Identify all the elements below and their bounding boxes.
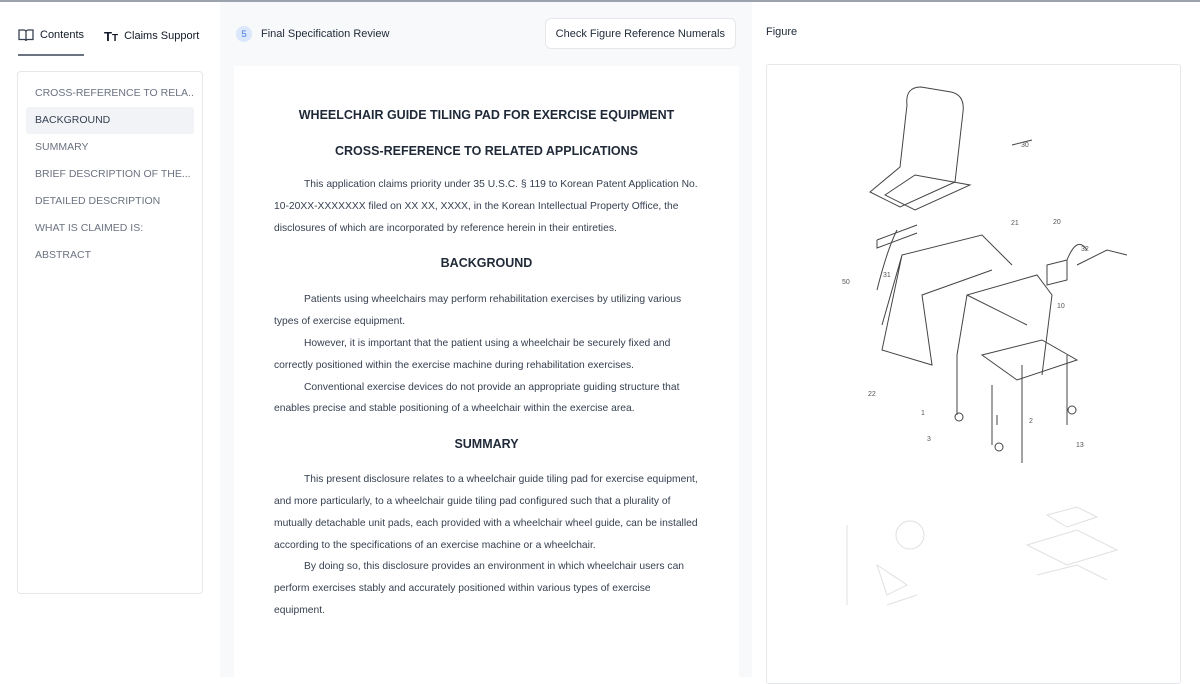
heading-summary: SUMMARY — [274, 437, 699, 451]
check-reference-numerals-button[interactable]: Check Figure Reference Numerals — [545, 18, 736, 49]
patent-figure — [766, 64, 1181, 684]
specification-document — [234, 66, 739, 677]
table-of-contents — [17, 71, 203, 594]
numeral: 22 — [868, 391, 876, 398]
toc-item-summary[interactable]: SUMMARY — [26, 134, 194, 161]
numeral: 21 — [1011, 220, 1019, 227]
numeral: 32 — [1081, 246, 1089, 253]
toc-item-claims[interactable]: WHAT IS CLAIMED IS: — [26, 215, 194, 242]
paragraph: Patients using wheelchairs may perform rehabilitation exercises by utilizing various types of exercise equipment. — [274, 289, 699, 333]
numeral: 20 — [1053, 219, 1061, 226]
paragraph: By doing so, this disclosure provides an environment in which wheelchair users can perform exercises stably and accurately positioned within various types of exercise equipment. — [274, 556, 699, 621]
panel-tabs — [0, 2, 220, 56]
toc-item-detailed-description[interactable]: DETAILED DESCRIPTION — [26, 188, 194, 215]
tab-label: Contents — [40, 29, 84, 41]
paragraph: Conventional exercise devices do not provide an appropriate guiding structure that enables precise and stable positioning of a wheelchair within the exercise area. — [274, 377, 699, 421]
document-title: WHEELCHAIR GUIDE TILING PAD FOR EXERCISE EQUIPMENT — [274, 108, 699, 122]
toc-item-abstract[interactable]: ABSTRACT — [26, 242, 194, 269]
numeral: 50 — [842, 279, 850, 286]
numeral: 10 — [1057, 303, 1065, 310]
numeral: 13 — [1076, 442, 1084, 449]
heading-background: BACKGROUND — [274, 256, 699, 270]
toc-item-brief-description[interactable]: BRIEF DESCRIPTION OF THE... — [26, 161, 194, 188]
faded-secondary-figures — [847, 507, 1117, 605]
numeral: 3 — [927, 436, 931, 443]
text-size-icon: TT — [104, 29, 118, 44]
toc-item-cross-reference[interactable]: CROSS-REFERENCE TO RELA... — [26, 80, 194, 107]
numeral: 2 — [1029, 418, 1033, 425]
paragraph: This present disclosure relates to a wheelchair guide tiling pad for exercise equipment, and more particularly, to a wheelchair guide tiling pad configured such that a plurality of mutually detachable unit pads, each provided with a wheelchair wheel guide, can be installed according to the specifications of an exercise machine or a wheelchair. — [274, 469, 699, 556]
paragraph: This application claims priority under 35 U.S.C. § 119 to Korean Patent Application No. 10-20XX-XXXXXXX filed on XX XX, XXXX, in the Korean Intellectual Property Office, the disclosures of which are incorporated by reference herein in their entireties. — [274, 174, 699, 239]
left-panel — [0, 2, 220, 677]
tab-label: Claims Support — [124, 30, 199, 42]
heading-cross-reference: CROSS-REFERENCE TO RELATED APPLICATIONS — [274, 144, 699, 158]
numeral: 31 — [883, 272, 891, 279]
toc-item-background[interactable]: BACKGROUND — [26, 107, 194, 134]
wheelchair-drawing — [767, 65, 1181, 684]
numeral: 30 — [1021, 142, 1029, 149]
numeral: 1 — [921, 410, 925, 417]
tab-contents[interactable] — [18, 28, 84, 56]
document-panel — [220, 2, 752, 677]
step-title: Final Specification Review — [261, 28, 389, 40]
figure-label: Figure — [766, 26, 797, 38]
book-icon — [18, 28, 34, 42]
step-number-badge: 5 — [236, 26, 252, 42]
step-header — [236, 18, 736, 50]
tab-claims-support[interactable] — [104, 28, 199, 56]
figure-panel — [752, 2, 1200, 677]
paragraph: However, it is important that the patient using a wheelchair be securely fixed and correctly positioned within the exercise machine during rehabilitation exercises. — [274, 333, 699, 377]
